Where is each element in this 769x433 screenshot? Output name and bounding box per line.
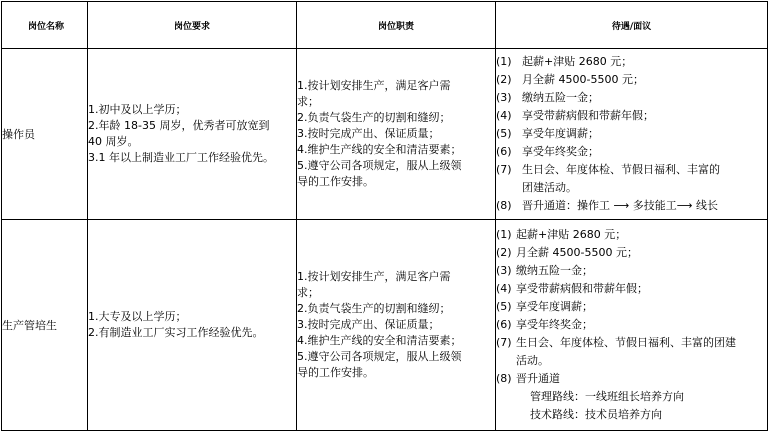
duty-line: 4.维护生产线的安全和清洁要素； — [297, 143, 462, 156]
duties-cell — [297, 220, 496, 431]
benefits-cell — [496, 220, 768, 431]
role-name: 生产管培生 — [2, 220, 88, 431]
benefit-line: 团建活动。 — [522, 181, 577, 194]
benefit-line: (4) 享受带薪病假和带薪年假； — [496, 282, 648, 295]
duty-line: 求； — [297, 95, 319, 108]
header-duties: 岗位职责 — [297, 2, 496, 49]
benefit-subline: 技术路线：技术员培养方向 — [530, 408, 662, 421]
duty-line: 3.按时完成产出、保证质量； — [297, 127, 440, 140]
benefit-line: (2) 月全薪 4500-5500 元； — [496, 73, 644, 86]
requirement-line: 1.大专及以上学历； — [88, 310, 187, 323]
benefit-line: (2) 月全薪 4500-5500 元； — [496, 246, 638, 259]
duty-line: 1.按计划安排生产，满足客户需 — [297, 79, 451, 92]
duty-line: 2.负责气袋生产的切割和缝纫； — [297, 302, 451, 315]
benefit-line: (1) 起薪+津贴 2680 元； — [496, 228, 627, 241]
benefit-line: (5) 享受年度调薪； — [496, 127, 599, 140]
duty-line: 导的工作安排。 — [297, 366, 374, 379]
duty-line: 4.维护生产线的安全和清洁要素； — [297, 334, 462, 347]
requirement-line: 1.初中及以上学历； — [88, 103, 187, 116]
benefit-line: (5) 享受年度调薪； — [496, 300, 593, 313]
duty-line: 2.负责气袋生产的切割和缝纫； — [297, 111, 451, 124]
table-row — [2, 220, 768, 431]
requirement-line: 2.年龄 18-35 周岁，优秀者可放宽到 — [88, 119, 270, 132]
duty-line: 5.遵守公司各项规定，服从上级领 — [297, 350, 462, 363]
duty-line: 1.按计划安排生产，满足客户需 — [297, 270, 451, 283]
header-requirements: 岗位要求 — [88, 2, 297, 49]
header-role: 岗位名称 — [2, 2, 88, 49]
requirement-line: 2.有制造业工厂实习工作经验优先。 — [88, 326, 264, 339]
role-name: 操作员 — [2, 49, 88, 220]
duty-line: 求； — [297, 286, 319, 299]
duty-line: 5.遵守公司各项规定，服从上级领 — [297, 159, 462, 172]
benefits-cell — [496, 49, 768, 220]
benefit-line: (3) 缴纳五险一金； — [496, 264, 593, 277]
benefit-line: 活动。 — [516, 354, 549, 367]
requirement-line: 3.1 年以上制造业工厂工作经验优先。 — [88, 151, 274, 164]
header-benefits: 待遇/面议 — [496, 2, 768, 49]
duty-line: 导的工作安排。 — [297, 175, 374, 188]
benefit-line: (6) 享受年终奖金； — [496, 318, 593, 331]
duty-line: 3.按时完成产出、保证质量； — [297, 318, 440, 331]
header-row — [2, 2, 768, 49]
requirement-line: 40 周岁。 — [88, 135, 139, 148]
job-table — [1, 1, 768, 431]
benefit-line: (8) 晋升通道：操作工 ⟶ 多技能工⟶ 线长 — [496, 199, 719, 212]
benefit-line: (7) 生日会、年度体检、节假日福利、丰富的团建 — [496, 336, 736, 349]
table-row — [2, 49, 768, 220]
benefit-line: (6) 享受年终奖金； — [496, 145, 599, 158]
benefit-line: (1) 起薪+津贴 2680 元； — [496, 55, 633, 68]
duties-cell — [297, 49, 496, 220]
requirements-cell — [88, 220, 297, 431]
benefit-line: (3) 缴纳五险一金； — [496, 91, 599, 104]
benefit-line: (7) 生日会、年度体检、节假日福利、丰富的 — [496, 163, 720, 176]
benefit-line: (8) 晋升通道 — [496, 372, 560, 385]
requirements-cell — [88, 49, 297, 220]
benefit-subline: 管理路线：一线班组长培养方向 — [530, 390, 684, 403]
benefit-line: (4) 享受带薪病假和带薪年假； — [496, 109, 654, 122]
